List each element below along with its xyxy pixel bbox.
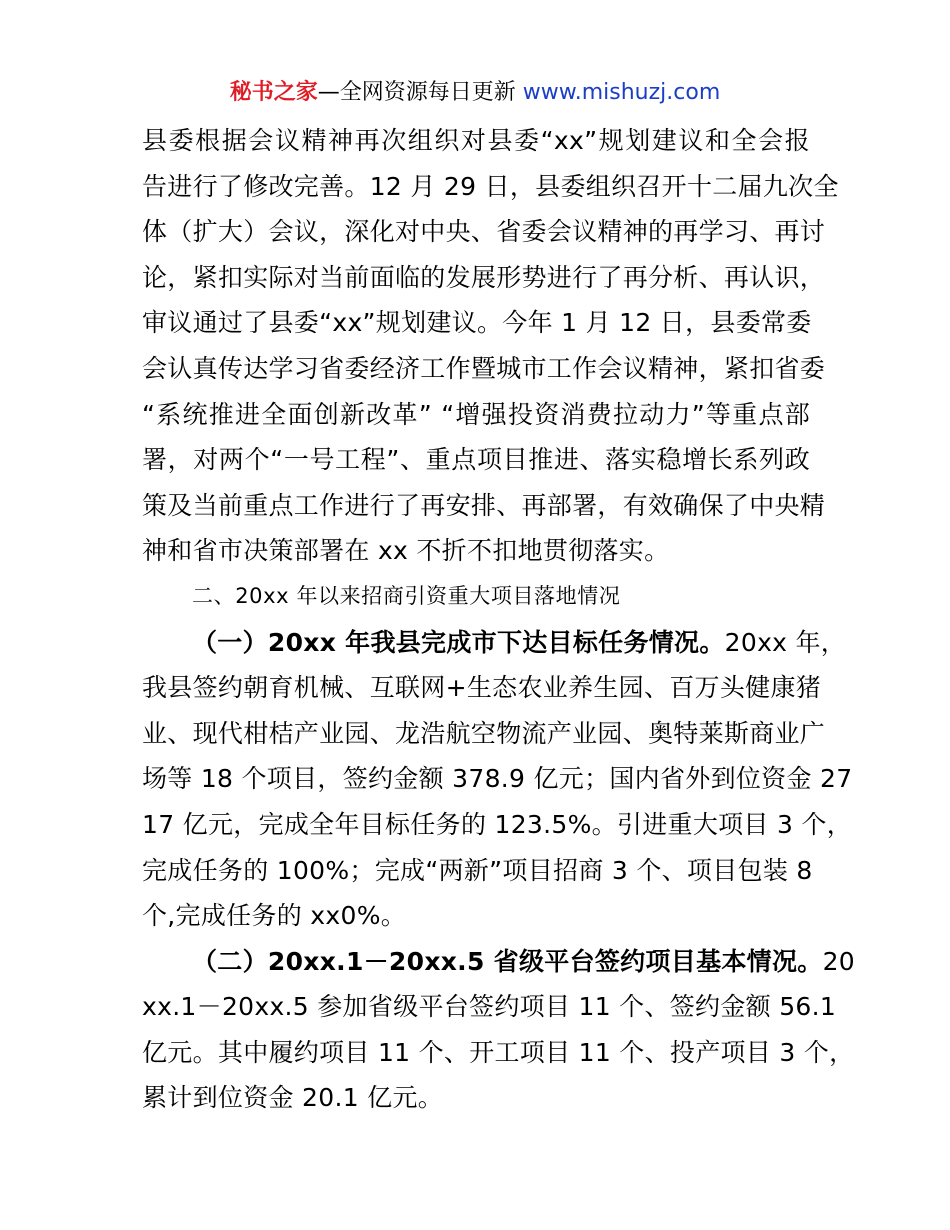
subsection-1-first-line <box>142 620 847 666</box>
paragraph-line: 策及当前重点工作进行了再安排、再部署，有效确保了中央精 <box>142 490 826 520</box>
paragraph-line: 体（扩大）会议，深化对中央、省委会议精神的再学习、再讨 <box>142 217 826 247</box>
paragraph-line: 个,完成任务的 xx0%。 <box>142 901 407 931</box>
site-tagline: —全网资源每日更新 <box>317 80 523 105</box>
paragraph-line: 累计到位资金 20.1 亿元。 <box>142 1083 444 1113</box>
paragraph-line: 论，紧扣实际对当前面临的发展形势进行了再分析、再认识， <box>142 262 826 292</box>
paragraph-line: 亿元。其中履约项目 11 个、开工项目 11 个、投产项目 3 个， <box>142 1037 855 1067</box>
subsection-2-title: （二）20xx.1－20xx.5 省级平台签约项目基本情况。 <box>192 946 823 976</box>
paragraph-line: “系统推进全面创新改革” “增强投资消费拉动力”等重点部 <box>142 399 810 429</box>
paragraph-line: 完成任务的 100%；完成“两新”项目招商 3 个、项目包装 8 <box>142 855 813 885</box>
document-body <box>142 118 855 1121</box>
site-header <box>0 76 950 110</box>
paragraph-line: 审议通过了县委“xx”规划建议。今年 1 月 12 日，县委常委 <box>142 308 812 338</box>
subsection-2-first-line <box>142 939 855 985</box>
paragraph-line: 神和省市决策部署在 xx 不折不扣地贯彻落实。 <box>142 536 670 566</box>
subsection-1-title: （一）20xx 年我县完成市下达目标任务情况。 <box>192 627 725 657</box>
site-url-link[interactable]: www.mishuzj.com <box>522 80 721 105</box>
section-heading: 二、20xx 年以来招商引资重大项目落地情况 <box>192 583 621 608</box>
paragraph-line: 县委根据会议精神再次组织对县委“xx”规划建议和全会报 <box>142 126 810 155</box>
paragraph-line: 我县签约朝育机械、互联网+生态农业养生园、百万头健康猪 <box>142 673 822 703</box>
site-brand: 秘书之家 <box>229 80 318 105</box>
subsection-2-lead: 20 <box>822 946 855 976</box>
paragraph-line: 告进行了修改完善。12 月 29 日，县委组织召开十二届九次全 <box>142 171 839 201</box>
paragraph-line: 场等 18 个项目，签约金额 378.9 亿元；国内省外到位资金 27 <box>142 764 853 794</box>
paragraph-line: xx.1－20xx.5 参加省级平台签约项目 11 个、签约金额 56.1 <box>142 992 837 1022</box>
paragraph-line: 业、现代柑桔产业园、龙浩航空物流产业园、奥特莱斯商业广 <box>142 718 826 748</box>
subsection-1-lead: 20xx 年， <box>724 627 847 657</box>
paragraph-line: 17 亿元，完成全年目标任务的 123.5%。引进重大项目 3 个， <box>142 809 853 839</box>
paragraph-line: 署，对两个“一号工程”、重点项目推进、落实稳增长系列政 <box>142 445 810 475</box>
paragraph-line: 会认真传达学习省委经济工作暨城市工作会议精神，紧扣省委 <box>142 353 826 383</box>
